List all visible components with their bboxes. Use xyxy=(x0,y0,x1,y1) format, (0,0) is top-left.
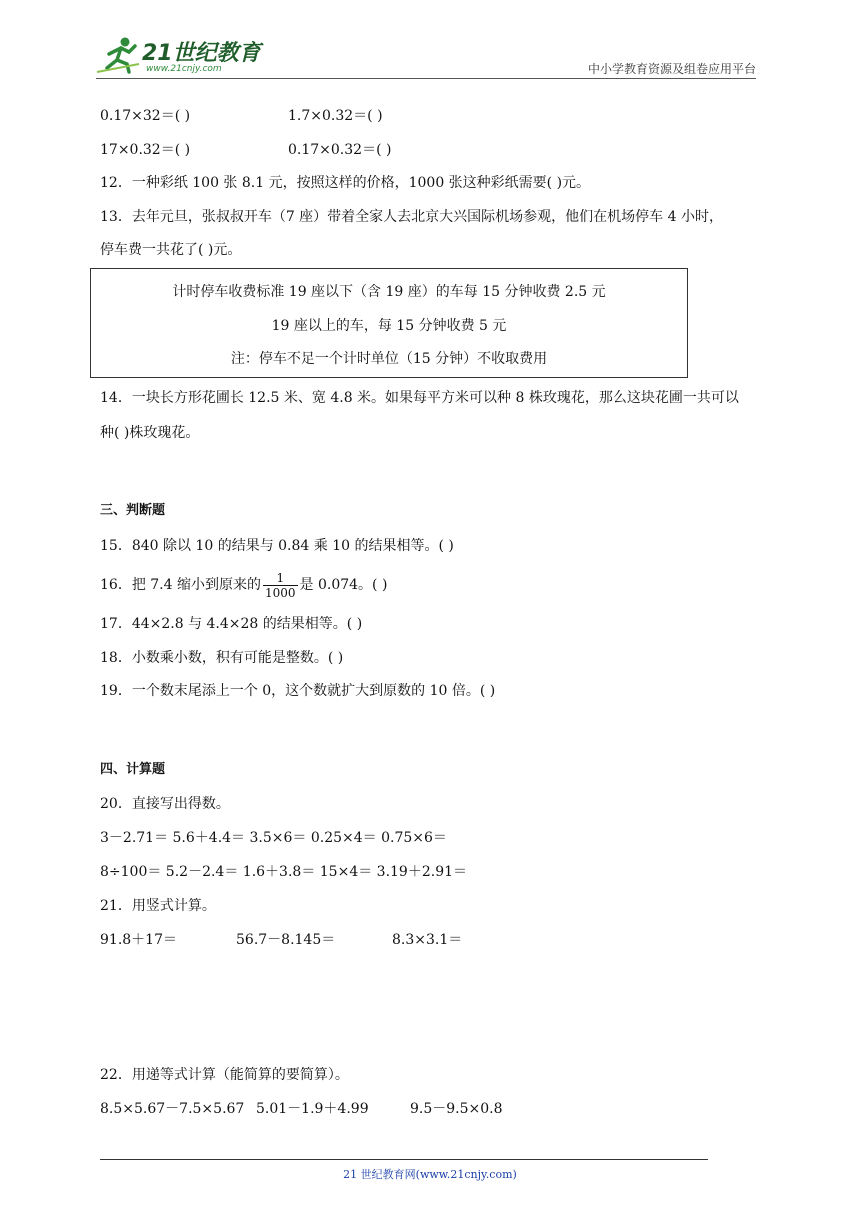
question-12: 12．一种彩纸 100 张 8.1 元，按照这样的价格，1000 张这种彩纸需要( )元。 xyxy=(100,175,591,191)
step-calc-item: 8.5×5.67－7.5×5.67 xyxy=(100,1101,245,1117)
section-title-calculation: 四、计算题 xyxy=(100,762,166,777)
question-16-suffix: 是 0.074。( ) xyxy=(299,577,388,593)
question-16-prefix: 16．把 7.4 缩小到原来的 xyxy=(100,577,261,593)
question-13-line-1: 13．去年元旦，张叔叔开车（7 座）带着全家人去北京大兴国际机场参观，他们在机场停车 4 小时， xyxy=(100,209,723,225)
parking-fee-rules xyxy=(90,268,688,378)
question-20-row-2: 8÷100＝ 5.2－2.4＝ 1.6＋3.8＝ 15×4＝ 3.19＋2.91＝ xyxy=(100,864,468,880)
vertical-calc-item: 56.7－8.145＝ xyxy=(236,932,336,948)
vertical-calc-item: 91.8＋17＝ xyxy=(100,932,177,948)
step-calc-item: 5.01－1.9＋4.99 xyxy=(256,1101,369,1117)
question-21-items xyxy=(100,930,463,950)
logo-text: 21世纪教育 xyxy=(142,41,261,66)
calc-row-1 xyxy=(100,106,383,126)
fraction-denominator: 1000 xyxy=(264,585,296,600)
calc-item: 1.7×0.32＝( ) xyxy=(288,108,383,124)
calc-item: 17×0.32＝( ) xyxy=(100,142,191,158)
question-15: 15．840 除以 10 的结果与 0.84 乘 10 的结果相等。( ) xyxy=(100,538,454,554)
question-14-line-1: 14．一块长方形花圃长 12.5 米、宽 4.8 米。如果每平方米可以种 8 株玫瑰花，那么这块花圃一共可以 xyxy=(100,390,739,406)
rule-line-3: 注：停车不足一个计时单位（15 分钟）不收取费用 xyxy=(230,351,548,367)
calc-item: 0.17×0.32＝( ) xyxy=(288,142,392,158)
rule-line-1: 计时停车收费标准 19 座以下（含 19 座）的车每 15 分钟收费 2.5 元 xyxy=(172,284,606,300)
rule-line-2: 19 座以上的车，每 15 分钟收费 5 元 xyxy=(271,318,507,334)
logo-url: www.21cnjy.com xyxy=(146,64,222,74)
question-22-items xyxy=(100,1099,503,1119)
question-16 xyxy=(100,565,387,605)
vertical-calc-item: 8.3×3.1＝ xyxy=(392,932,463,948)
fraction xyxy=(263,571,298,600)
calc-item: 0.17×32＝( ) xyxy=(100,108,191,124)
question-13-line-2: 停车费一共花了( )元。 xyxy=(100,242,242,258)
platform-title: 中小学教育资源及组卷应用平台 xyxy=(587,62,756,76)
question-21: 21．用竖式计算。 xyxy=(100,898,216,914)
question-17: 17．44×2.8 与 4.4×28 的结果相等。( ) xyxy=(100,616,363,632)
question-20-row-1: 3－2.71＝ 5.6＋4.4＝ 3.5×6＝ 0.25×4＝ 0.75×6＝ xyxy=(100,830,447,846)
question-14-line-2: 种( )株玫瑰花。 xyxy=(100,425,200,441)
question-22: 22．用递等式计算（能简算的要简算）。 xyxy=(100,1067,349,1083)
question-18: 18．小数乘小数，积有可能是整数。( ) xyxy=(100,650,344,666)
question-19: 19．一个数末尾添上一个 0，这个数就扩大到原数的 10 倍。( ) xyxy=(100,683,496,699)
calc-row-2 xyxy=(100,140,392,160)
fraction-numerator: 1 xyxy=(276,570,285,585)
section-title-judgement: 三、判断题 xyxy=(100,503,166,518)
step-calc-item: 9.5－9.5×0.8 xyxy=(410,1101,503,1117)
footer-text: 21 世纪教育网(www.21cnjy.com) xyxy=(343,1168,517,1181)
header-divider xyxy=(96,78,756,79)
footer-divider xyxy=(100,1159,708,1160)
question-20: 20．直接写出得数。 xyxy=(100,796,230,812)
